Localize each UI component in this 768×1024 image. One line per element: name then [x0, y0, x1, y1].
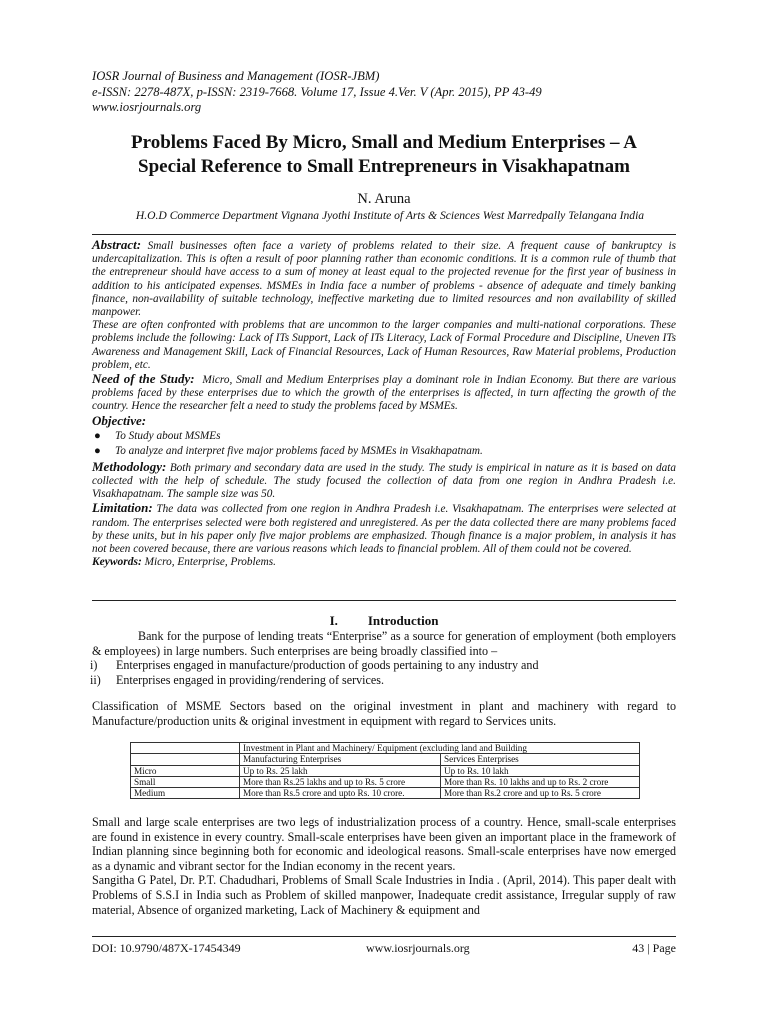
table-header: Investment in Plant and Machinery/ Equipment (excluding land and Building: [240, 743, 640, 754]
journal-issn: e-ISSN: 2278-487X, p-ISSN: 2319-7668. Volume 17, Issue 4.Ver. V (Apr. 2015), PP 43-49: [92, 84, 542, 99]
table-row: [131, 765, 640, 776]
intro-para-1: Bank for the purpose of lending treats “Enterprise” as a source for generation of employment (both employers & employees) in large numbers. Such enterprises are being broadly classified into –: [92, 629, 676, 658]
msme-classification-table: [130, 742, 640, 799]
table-row: [131, 776, 640, 787]
footer-page-number: 43 | Page: [632, 941, 676, 955]
abstract-block: [92, 238, 676, 569]
footer-rule: [92, 936, 676, 937]
intro-body-block: [92, 815, 676, 917]
intro-block: [92, 629, 676, 687]
objective-list: [92, 429, 676, 460]
objective-item: ● To analyze and interpret five major problems faced by MSMEs in Visakhapatnam.: [92, 444, 676, 460]
author-name: N. Aruna: [357, 191, 411, 207]
table-row: [131, 743, 640, 754]
table-row: [131, 788, 640, 799]
methodology-text: Both primary and secondary data are used in the study. The study is empirical in nature as it is based on data collected with the help of schedule. The study focused the collection of data from one region in Andhra Pradesh i.e. Visakhapatnam. The sample size was 50.: [92, 461, 676, 501]
abstract-label: Abstract:: [92, 237, 142, 252]
table-cell: [131, 754, 240, 765]
table-cell: More than Rs.5 crore and upto Rs. 10 crore.: [240, 788, 441, 799]
footer-doi: DOI: 10.9790/487X-17454349: [92, 941, 241, 955]
column-header: Manufacturing Enterprises: [240, 754, 441, 765]
methodology-label: Methodology:: [92, 458, 167, 474]
row-label: Micro: [131, 765, 240, 776]
abstract-text-1: Small businesses often face a variety of problems related to their size. A frequent cause of bankruptcy is undercapitalization. This is often a result of poor planning rather than economic conditions. It is a common rule of thumb that the entrepreneur should have access to a sum of money at least equal to the projected revenue for the first year of business in addition to his anticipated expenses. MSMEs in India face a number of problems - absence of adequate and timely banking finance, non-availability of suitable technology, ineffective marketing due to limited resources and non availability of skilled manpower.: [92, 240, 677, 319]
journal-header: [92, 69, 542, 116]
table-cell: More than Rs. 10 lakhs and up to Rs. 2 crore: [441, 776, 640, 787]
title-line-1: Problems Faced By Micro, Small and Medium Enterprises – A: [131, 132, 637, 153]
author-affiliation: H.O.D Commerce Department Vignana Jyothi Institute of Arts & Sciences West Marredpally Telangana India: [135, 209, 645, 222]
keywords-label: Keywords:: [92, 556, 142, 569]
bullet-icon: ●: [94, 445, 101, 458]
row-label: Medium: [131, 788, 240, 799]
footer-site: www.iosrjournals.org: [366, 941, 470, 955]
objective-label: Objective:: [92, 412, 147, 428]
intro-para-2: Classification of MSME Sectors based on the original investment in plant and machinery with regard to Manufacture/production units & original investment in equipment with regard to Services units.: [92, 699, 676, 728]
intro-para-3: Small and large scale enterprises are two legs of industrialization process of a country. Hence, small-scale enterprises are found in existence in every country. Small-scale enterprises have been given an important place in the framework of Indian planning since beginning both for economic and ideological reasons. Small-scale enterprises have now emerged as a dynamic and vibrant sector for the Indian economy in the recent years.: [92, 815, 676, 873]
journal-site: www.iosrjournals.org: [92, 100, 202, 114]
need-label: Need of the Study:: [92, 371, 195, 387]
journal-name: IOSR Journal of Business and Management (IOSR-JBM): [92, 69, 380, 83]
row-label: Small: [131, 776, 240, 787]
objective-item: ● To Study about MSMEs: [92, 429, 676, 445]
intro-para-4: Sangitha G Patel, Dr. P.T. Chadudhari, Problems of Small Scale Industries in India . (April, 2014). This paper dealt with Problems of S.S.I in India such as Problem of skilled manpower, Inadequate credit assistance, Irregular supply of raw material, Absence of organized marketing, Lack of Machinery & equipment and: [92, 873, 676, 917]
limitation-label: Limitation:: [92, 500, 153, 516]
bullet-icon: ●: [94, 429, 101, 442]
table-cell: Up to Rs. 25 lakh: [240, 765, 441, 776]
limitation-text: The data was collected from one region in Andhra Pradesh i.e. Visakhapatnam. The enterprises were selected at random. The enterprises selected were both registered and unregistered. As per the data collected there are many problems faced by these units, but in his paper only five major problems are emphasized. Though finance is a major problem, in analysis it has not been covered because, there are various reasons which leads to financial problem. All of them could not be covered.: [92, 503, 677, 556]
list-item: i) Enterprises engaged in manufacture/production of goods pertaining to any industry and: [90, 658, 539, 673]
table-cell: More than Rs.2 crore and up to Rs. 5 crore: [441, 788, 640, 799]
column-header: Services Enterprises: [441, 754, 640, 765]
title-line-2: Special Reference to Small Entrepreneurs in Visakhapatnam: [138, 156, 630, 177]
abstract-text-2: These are often confronted with problems that are uncommon to the larger companies and multi-national corporations. These problems include the following: Lack of ITs Support, Lack of ITs Literacy, Lack of Formal Procedure and Discipline, Uneven ITs Awareness and Management Skill, Lack of Financial Resources, Lack of Human Resources, Raw Material problems, Production problem, etc.: [92, 319, 676, 371]
abstract-bottom-rule: [92, 600, 676, 601]
keywords-text: Micro, Enterprise, Problems.: [144, 556, 276, 569]
table-row: [131, 754, 640, 765]
table-cell: Up to Rs. 10 lakh: [441, 765, 640, 776]
section-title: Introduction: [367, 613, 439, 628]
abstract-top-rule: [92, 234, 676, 235]
list-item: ii) Enterprises engaged in providing/rendering of services.: [90, 672, 384, 687]
table-cell: More than Rs.25 lakhs and up to Rs. 5 crore: [240, 776, 441, 787]
section-number: I.: [329, 613, 338, 628]
section-heading: [0, 613, 768, 629]
paper-title: [88, 131, 680, 179]
table-cell: [131, 743, 240, 754]
need-text: Micro, Small and Medium Enterprises play a dominant role in Indian Economy. But there are various problems faced by these enterprises due to which the growth of the enterprises is affected, in turn affecting the growth of the country. Hence the researcher felt a need to study the problems faced by MSMEs.: [92, 374, 677, 413]
